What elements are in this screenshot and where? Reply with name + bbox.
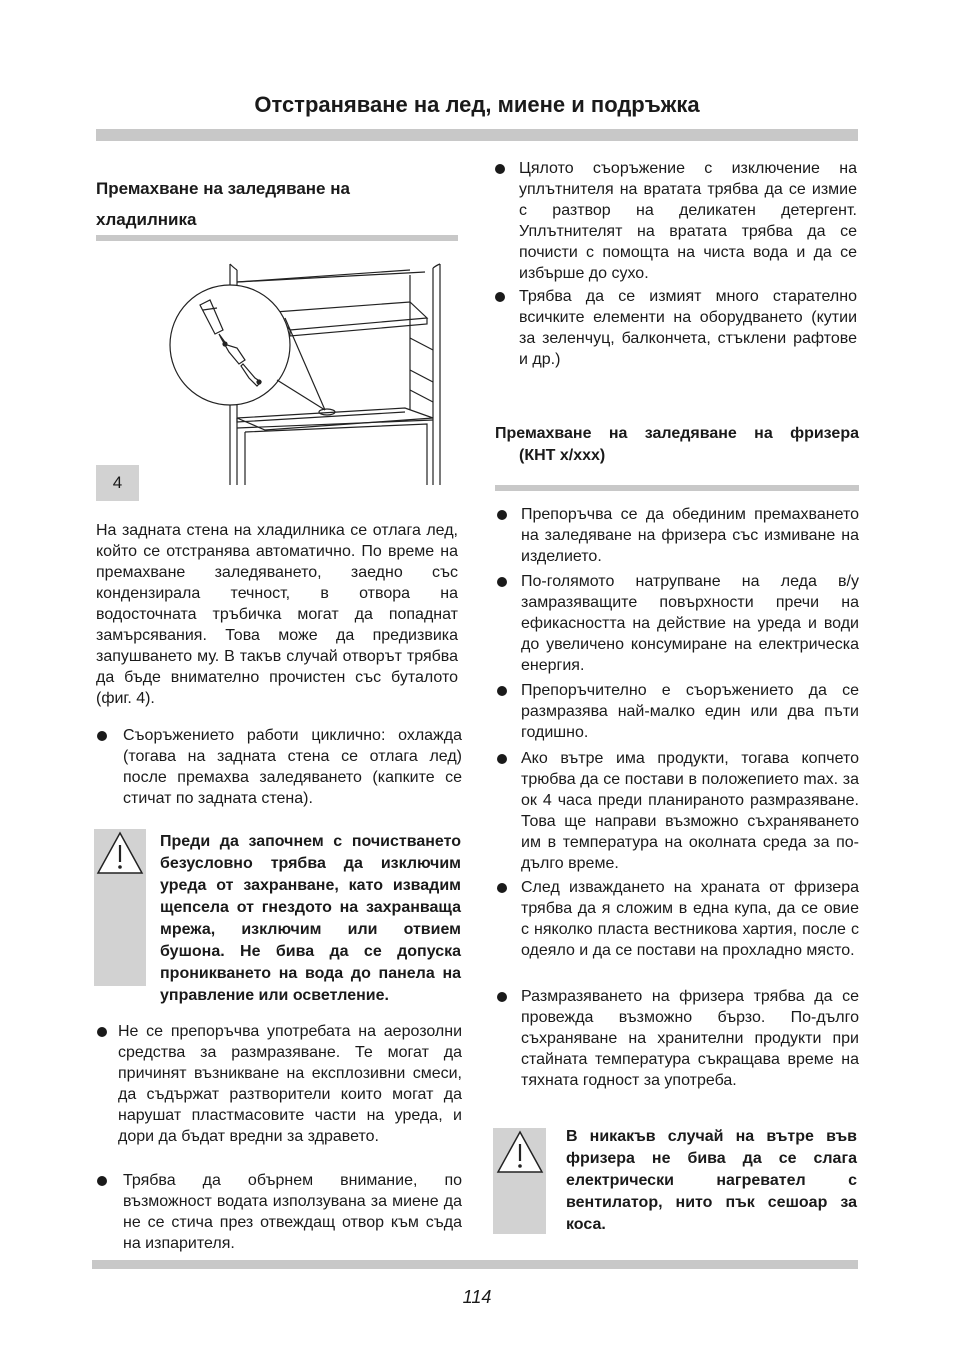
right-section-heading xyxy=(495,423,859,467)
warning-icon xyxy=(95,830,145,876)
bullet-dot xyxy=(497,510,507,520)
left-warning-text: Преди да започнем с почистването безусловно трябва да изключим уреда от захранване, като извадим щепсела от гнездото на захранваща мрежа, изключим или отвием бушона. Не бива да се допуска проникването на вода до панела на управление или осветление. xyxy=(160,833,461,1004)
right-bullet-7-text: След изваждането на храната от фризера трябва да я сложим в една купа, да се овие с няколко пласта вестникова хартия, после с одеяло и да се постави на прохладно място. xyxy=(521,879,859,959)
bullet-dot xyxy=(495,292,505,302)
right-bullet-8 xyxy=(495,986,859,1091)
bullet-dot xyxy=(97,731,107,741)
right-heading-line1: Премахване на заледяване на фризера xyxy=(495,425,859,442)
right-bullet-7 xyxy=(495,877,859,961)
left-bullet-2 xyxy=(96,1021,462,1147)
right-bullet-6-text: Ако вътре има продукти, тогава копчето трюбва да се постави в положепието max. за ок 4 часа преди планираното размразяване. Това ще направи възможно съхраняването им в температура на околната среда за по-дълго време. xyxy=(521,750,859,872)
bullet-dot xyxy=(497,883,507,893)
bullet-dot xyxy=(495,164,505,174)
right-bullet-8-text: Размразяването на фризера трябва да се провежда възможно бързо. По-дълго съхраняване на хранителни продукти при стайната температура съкращава време на тяхната годност за употреба. xyxy=(521,988,859,1089)
warning-icon xyxy=(495,1129,545,1175)
right-bullet-3 xyxy=(495,504,859,567)
right-heading-line2: (КНТ x/xxx) xyxy=(519,447,606,464)
fridge-drain-figure xyxy=(165,260,455,490)
left-bullet-2-text: Не се препоръчва употребата на аерозолни средства за размразяване. Те могат да причинят възникване на експлозивни смеси, да съдържат разтворители които могат да нарушат пластмасовите части на уреда, и дори да бъдат вредни за здравето. xyxy=(118,1023,462,1145)
left-heading-line2: хладилника xyxy=(96,210,197,229)
left-bullet-3-text: Трябва да обърнем внимание, по възможност водата използувана за миене да не се стича през отвеждащ отвор към съда на изпарителя. xyxy=(123,1172,462,1252)
title-underline xyxy=(96,129,858,141)
bullet-dot xyxy=(497,992,507,1002)
right-heading-underline xyxy=(495,485,859,491)
bullet-dot xyxy=(497,754,507,764)
right-bullet-5 xyxy=(495,680,859,743)
left-bullet-3 xyxy=(96,1170,462,1254)
right-warning-text: В никакъв случай на вътре във фризера не бива да се слага електрически нагревател с вентилатор, нито пък сешоар за коса. xyxy=(566,1128,857,1233)
left-bullet-1-text: Съоръжението работи циклично: охлажда (тогава на задната стена се отлага лед) после премахва заледяването (капките се стичат по задната стена). xyxy=(123,727,462,807)
figure-number-label: 4 xyxy=(96,465,139,501)
left-section-heading xyxy=(96,173,458,235)
right-bullet-2 xyxy=(495,286,857,370)
right-bullet-3-text: Препоръчва се да обединим премахването на заледяване на фризера със измиване на изделието. xyxy=(521,506,859,565)
footer-rule xyxy=(92,1260,858,1269)
bullet-dot xyxy=(497,686,507,696)
left-intro-paragraph: На задната стена на хладилника се отлага лед, който се отстранява автоматично. По време на премахване заледяването, заедно със кондензирала течност, в отвора на водосточната тръбичка могат да попаднат замърсявания. Това може да предизвика запушването му. В такъв случай отворът трябва да бъде внимателно прочистен със буталото (фиг. 4). xyxy=(96,522,458,707)
left-bullet-1 xyxy=(96,725,462,809)
left-heading-underline xyxy=(96,235,458,241)
bullet-dot xyxy=(497,577,507,587)
right-bullet-4-text: По-голямото натрупване на леда в/у замразяващите повърхности пречи на ефикасността на действие на уреда и води до увеличено консумиране на електрическа енергия. xyxy=(521,573,859,674)
right-bullet-4 xyxy=(495,571,859,676)
bullet-dot xyxy=(97,1027,107,1037)
right-bullet-2-text: Трябва да се измият много старателно всичките елементи на оборудването (кутии за зеленчуц, балкончета, стъклени рафтове и др.) xyxy=(519,288,857,368)
bullet-dot xyxy=(97,1176,107,1186)
page-title: Отстраняване на лед, миене и подръжка xyxy=(254,92,700,117)
right-bullet-5-text: Препоръчително е съоръжението да се размразява най-малко един или два пъти годишно. xyxy=(521,682,859,741)
right-bullet-1-text: Цялото съоръжение с изключение на уплътнителя на вратата трябва да се измие с разтвор на деликатен детергент. Уплътнителят на вратата трябва да се почисти с помощта на чиста вода и да се избърше до сухо. xyxy=(519,160,857,282)
right-bullet-1 xyxy=(495,158,857,284)
left-heading-line1: Премахване на заледяване на xyxy=(96,179,350,198)
right-bullet-6 xyxy=(495,748,859,874)
page-number: 114 xyxy=(462,1287,492,1307)
